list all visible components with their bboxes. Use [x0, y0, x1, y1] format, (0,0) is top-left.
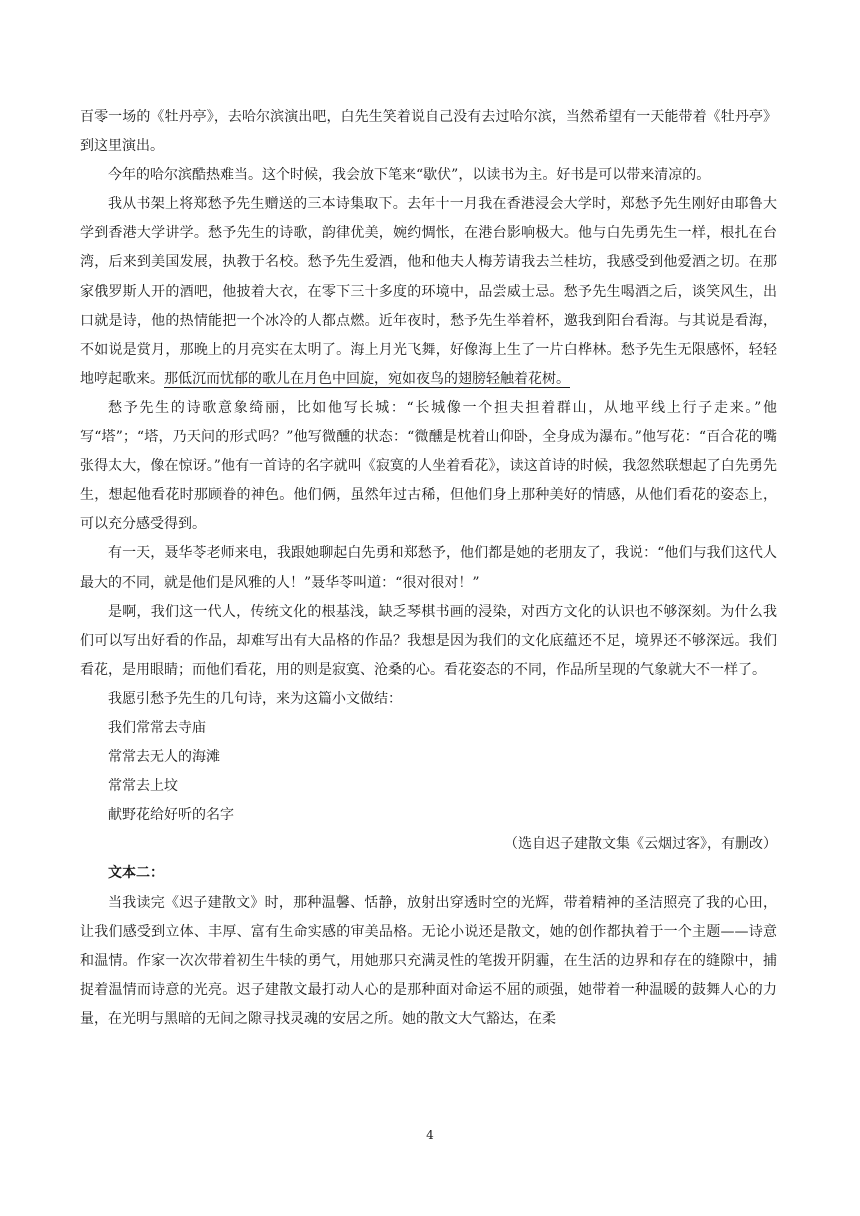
paragraph-8: 当我读完《迟子建散文》时，那种温馨、恬静，放射出穿透时空的光辉，带着精神的圣洁照亮了我的心田，让我们感受到立体、丰厚、富有生命实感的审美品格。无论小说还是散文，她的创作都执着于一个主题——诗意和温情。作家一次次带着初生牛犊的勇气，用她那只充满灵性的笔拨开阴霾，在生活的边界和存在的缝隙中，捕捉着温情而诗意的光亮。迟子建散文最打动人心的是那种面对命运不屈的顽强，她带着一种温暖的鼓舞人心的力量，在光明与黑暗的无间之隙寻找灵魂的安居之所。她的散文大气豁达，在柔 — [80, 894, 777, 1027]
paragraph-7: 我愿引愁予先生的几句诗，来为这篇小文做结： — [108, 690, 402, 707]
paragraph-6: 是啊，我们这一代人，传统文化的根基浅，缺乏琴棋书画的浸染，对西方文化的认识也不够深刻。为什么我们可以写出好看的作品，却难写出有大品格的作品？我想是因为我们的文化底蕴还不足，境界还不够深远。我们看花，是用眼睛；而他们看花，用的则是寂寞、沧桑的心。看花姿态的不同，作品所呈现的气象就大不一样了。 — [80, 603, 777, 678]
section-heading: 文本二： — [108, 865, 164, 882]
paragraph-5: 有一天，聂华苓老师来电，我跟她聊起白先勇和郑愁予，他们都是她的老朋友了，我说：“他们与我们这代人最大的不同，就是他们是风雅的人！”聂华苓叫道：“很对很对！” — [80, 545, 777, 591]
poem-line-4: 献野花给好听的名字 — [108, 807, 234, 824]
paragraph-2: 今年的哈尔滨酷热难当。这个时候，我会放下笔来“歇伏”，以读书为主。好书是可以带来清凉的。 — [108, 167, 711, 184]
paragraph-3-text: 我从书架上将郑愁予先生赠送的三本诗集取下。去年十一月我在香港浸会大学时，郑愁予先生刚好由耶鲁大学到香港大学讲学。愁予先生的诗歌，韵律优美，婉约惆怅，在港台影响极大。他与白先勇先生一样，根扎在台湾，后来到美国发展，执教于名校。愁予先生爱酒，他和他夫人梅芳请我去兰桂坊，我感受到他爱酒之切。在那家俄罗斯人开的酒吧，他披着大衣，在零下三十多度的环境中，品尝威士忌。愁予先生喝酒之后，谈笑风生，出口就是诗，他的热情能把一个冰冷的人都点燃。近年夜时，愁予先生举着杯，邀我到阳台看海。与其说是看海，不如说是赏月，那晚上的月亮实在太明了。海上月光飞舞，好像海上生了一片白桦林。愁予先生无限感怀，轻轻地哼起歌来。 — [80, 196, 777, 387]
paragraph-1: 百零一场的《牡丹亭》，去哈尔滨演出吧，白先生笑着说自己没有去过哈尔滨，当然希望有一天能带着《牡丹亭》到这里演出。 — [80, 109, 777, 155]
paragraph-4: 愁予先生的诗歌意象绮丽，比如他写长城：“长城像一个担夫担着群山，从地平线上行子走来。”他写“塔”；“塔，乃天问的形式吗？”他写微醺的状态：“微醺是枕着山仰卧，全身成为瀑布。”他写花：“百合花的嘴张得太大，像在惊讶。”他有一首诗的名字就叫《寂寞的人坐着看花》，读这首诗的时候，我忽然联想起了白先勇先生，想起他看花时那顾眷的神色。他们俩，虽然年过古稀，但他们身上那种美好的情感，从他们看花的姿态上，可以充分感受得到。 — [80, 399, 777, 533]
paragraph-3 — [80, 190, 777, 394]
article-body — [80, 103, 777, 1034]
poem-line-2: 常常去无人的海滩 — [108, 749, 220, 766]
poem-line-3: 常常去上坟 — [108, 778, 178, 795]
poem-line-1: 我们常常去寺庙 — [108, 719, 206, 736]
page-number: 4 — [426, 1128, 434, 1142]
source-citation: （选自迟子建散文集《云烟过客》，有删改） — [504, 836, 777, 853]
underlined-sentence: 那低沉而忧郁的歌儿在月色中回旋，宛如夜鸟的翅膀轻触着花树。 — [164, 370, 570, 387]
